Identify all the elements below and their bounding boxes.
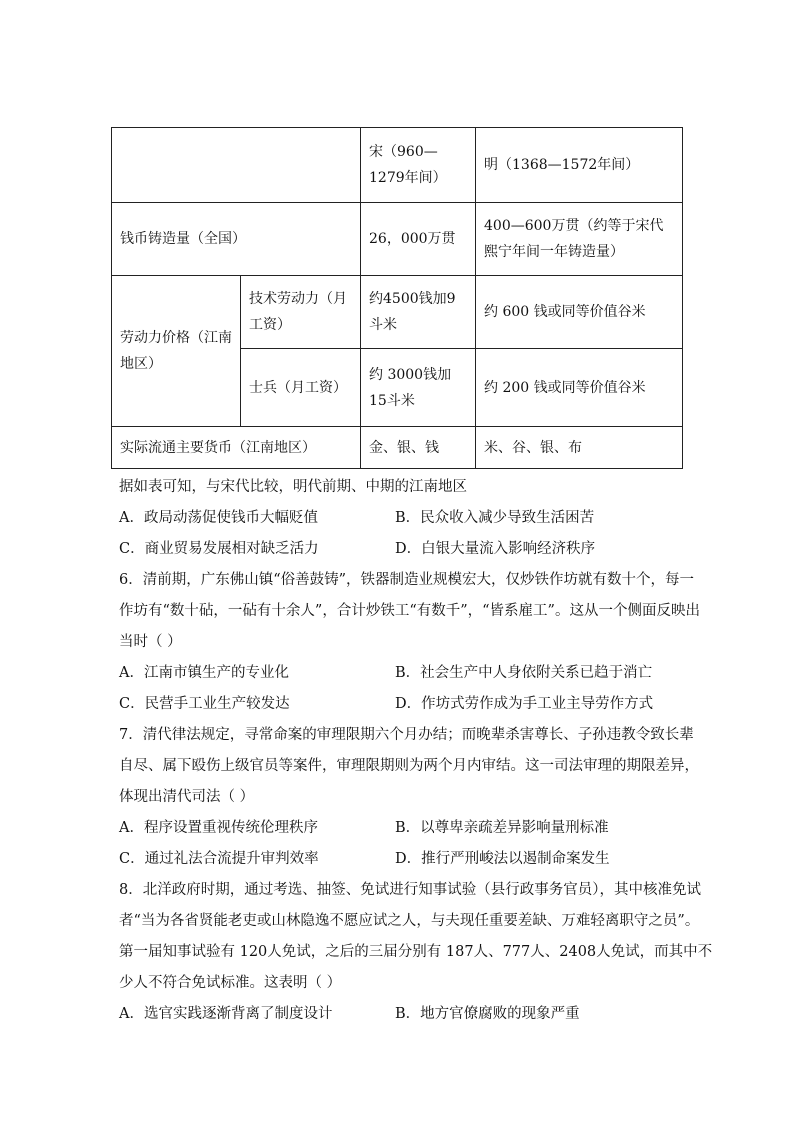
question-content: [119, 472, 713, 1030]
cell-coin-song: 26，000万贯: [361, 203, 476, 276]
table-header-song: 宋（960—1279年间）: [361, 128, 476, 203]
q7-stem-line3: 体现出清代司法（ ）: [119, 789, 255, 805]
q6-option-c[interactable]: C．民营手工业生产较发达: [119, 696, 290, 712]
q7-option-d[interactable]: D．推行严刑峻法以遏制命案发生: [395, 851, 610, 867]
q8-stem-line4: 少人不符合免试标准。这表明（ ）: [119, 975, 342, 991]
sub-label-soldier: 士兵（月工资）: [241, 349, 361, 427]
cell-coin-ming: 400—600万贯（约等于宋代熙宁年间一年铸造量）: [476, 203, 683, 276]
row-label-currency: 实际流通主要货币（江南地区）: [112, 427, 361, 469]
q6-stem-line2: 作坊有“数十砧，一砧有十余人”，合计炒铁工“有数千”，“皆系雇工”。这从一个侧面反映出: [119, 603, 700, 619]
q6-stem-line1: 6．清前期，广东佛山镇“俗善鼓铸”，铁器制造业规模宏大，仅炒铁作坊就有数十个，每一: [119, 572, 695, 588]
table-header-ming: 明（1368—1572年间）: [476, 128, 683, 203]
table-row-header: [112, 128, 683, 203]
cell-skilled-song: 约4500钱加9斗米: [361, 276, 476, 349]
q6-option-b[interactable]: B．社会生产中人身依附关系已趋于消亡: [395, 665, 653, 681]
q5-stem: 据如表可知，与宋代比较，明代前期、中期的江南地区: [119, 479, 467, 495]
q6-options-row1: [119, 658, 679, 689]
q5-option-d[interactable]: D．白银大量流入影响经济秩序: [395, 541, 596, 557]
table-header-empty: [112, 128, 361, 203]
row-label-labor: 劳动力价格（江南地区）: [112, 276, 241, 427]
q8-option-a[interactable]: A．选官实践逐渐背离了制度设计: [119, 1006, 333, 1022]
sub-label-skilled: 技术劳动力（月工资）: [241, 276, 361, 349]
cell-skilled-ming: 约 600 钱或同等价值谷米: [476, 276, 683, 349]
q7-option-c[interactable]: C．通过礼法合流提升审判效率: [119, 851, 319, 867]
q7-options-row1: [119, 813, 679, 844]
q7-option-b[interactable]: B．以尊卑亲疏差异影响量刑标准: [395, 820, 609, 836]
cell-soldier-ming: 约 200 钱或同等价值谷米: [476, 349, 683, 427]
q8-options-row1: [119, 999, 679, 1030]
q7-stem-line1: 7．清代律法规定，寻常命案的审理限期六个月办结；而晚辈杀害尊长、子孙违教令致长辈: [119, 727, 694, 743]
q6-option-d[interactable]: D．作坊式劳作成为手工业主导劳作方式: [395, 696, 654, 712]
q6-option-a[interactable]: A．江南市镇生产的专业化: [119, 665, 289, 681]
q7-options-row2: [119, 844, 679, 875]
q5-option-c[interactable]: C．商业贸易发展相对缺乏活力: [119, 541, 319, 557]
q7-option-a[interactable]: A．程序设置重视传统伦理秩序: [119, 820, 318, 836]
q5-options-row1: [119, 503, 679, 534]
q8-option-b[interactable]: B．地方官僚腐败的现象严重: [395, 1006, 580, 1022]
q8-stem-line3: 第一届知事试验有 120人免试，之后的三届分别有 187人、777人、2408人免试，而其中不: [119, 944, 713, 960]
table-row: [112, 203, 683, 276]
q7-stem-line2: 自尽、属下殴伤上级官员等案件，审理限期则为两个月内审结。这一司法审理的期限差异，: [119, 758, 699, 774]
q5-option-a[interactable]: A．政局动荡促使钱币大幅贬值: [119, 510, 318, 526]
q6-options-row2: [119, 689, 679, 720]
table-row: [112, 276, 683, 349]
table-row: [112, 427, 683, 469]
cell-currency-song: 金、银、钱: [361, 427, 476, 469]
row-label-coin: 钱币铸造量（全国）: [112, 203, 361, 276]
q5-option-b[interactable]: B．民众收入减少导致生活困苦: [395, 510, 595, 526]
q6-stem-line3: 当时（ ）: [119, 634, 182, 650]
data-table: [111, 127, 683, 469]
q8-stem-line1: 8．北洋政府时期，通过考选、抽签、免试进行知事试验（县行政事务官员），其中核准免试: [119, 882, 701, 898]
cell-soldier-song: 约 3000钱加 15斗米: [361, 349, 476, 427]
q8-stem-line2: 者“当为各省贤能老吏或山林隐逸不愿应试之人，与夫现任重要差缺、万难轻离职守之员”。: [119, 913, 700, 929]
cell-currency-ming: 米、谷、银、布: [476, 427, 683, 469]
q5-options-row2: [119, 534, 679, 565]
